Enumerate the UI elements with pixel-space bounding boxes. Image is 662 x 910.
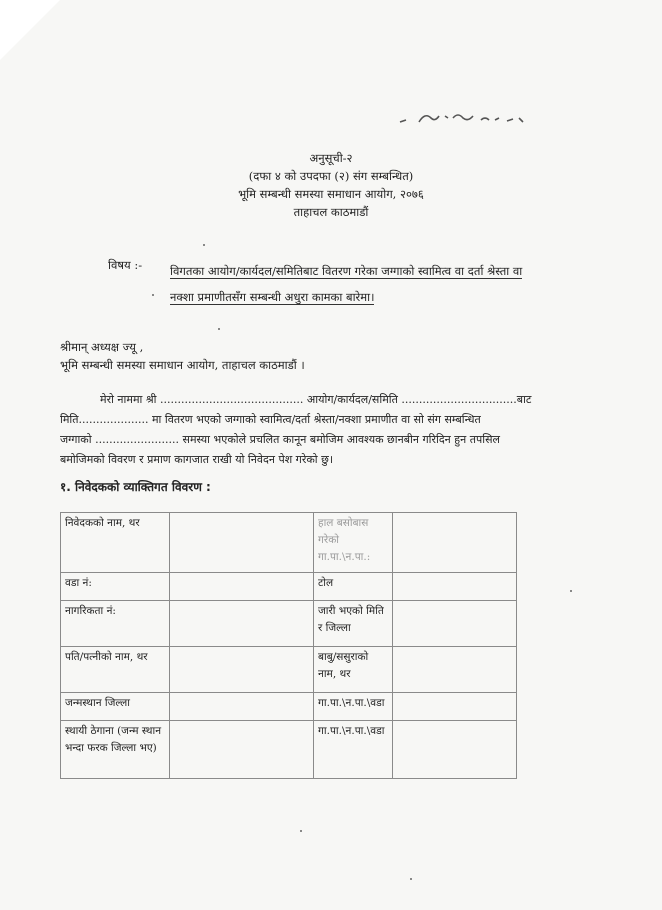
- label-cell: स्थायी ठेगाना (जन्म स्थान भन्दा फरक जिल्ला भए): [61, 721, 170, 779]
- body-line-1: मेरो नाममा श्री ......................................... आयोग/कार्यदल/समिति .................................बाट: [100, 393, 532, 406]
- commission-name: भूमि सम्बन्धी समस्या समाधान आयोग, २०७६: [238, 187, 424, 201]
- subject-label: विषय :-: [108, 258, 143, 272]
- label-cell: जन्मस्थान जिल्ला: [61, 693, 170, 721]
- speck-mark: [410, 878, 412, 880]
- value-cell[interactable]: [170, 693, 314, 721]
- value-cell[interactable]: [393, 721, 517, 779]
- value-cell[interactable]: [393, 513, 517, 573]
- value-cell[interactable]: [170, 721, 314, 779]
- subject-line-2: नक्शा प्रमाणीतसँग सम्बन्धी अधुरा कामका बारेमा।: [170, 290, 375, 304]
- page-fold-corner: [0, 0, 60, 60]
- label-cell: हाल बसोबास गरेको गा.पा.\न.पा.:: [314, 513, 393, 573]
- table-row: [61, 647, 517, 693]
- body-line-4: बमोजिमको विवरण र प्रमाण कागजात राखी यो निवेदन पेश गरेको छु।: [60, 453, 334, 466]
- table-row: [61, 721, 517, 779]
- body-line-2: मिति.................... मा वितरण भएको जग्गाको स्वामित्व/दर्ता श्रेस्ता/नक्शा प्रमाणीत वा सो संग सम्बन्धित: [60, 413, 481, 426]
- body-line-3: जग्गाको ........................ समस्या भएकोले प्रचलित कानून बमोजिम आवश्यक छानबीन गरिदिन हुन तपसिल: [60, 433, 500, 446]
- schedule-subtitle: (दफा ४ को उपदफा (२) संग सम्बन्धित): [248, 169, 414, 183]
- speck-mark: [152, 294, 154, 296]
- subject-line-1: विगतका आयोग/कार्यदल/समितिबाट वितरण गरेका जग्गाको स्वामित्व वा दर्ता श्रेस्ता वा: [170, 264, 523, 278]
- subject-text: [170, 258, 580, 310]
- table-row: [61, 693, 517, 721]
- label-cell: नागरिकता नं:: [61, 601, 170, 647]
- applicant-details-table: [60, 512, 517, 779]
- label-cell: बाबु/ससुराको नाम, थर: [314, 647, 393, 693]
- speck-mark: [203, 244, 205, 246]
- value-cell[interactable]: [393, 693, 517, 721]
- label-cell: गा.पा.\न.पा.\वडा: [314, 721, 393, 779]
- speck-mark: [218, 328, 220, 330]
- commission-location: ताहाचल काठमाडौं: [293, 205, 369, 219]
- value-cell[interactable]: [393, 647, 517, 693]
- label-cell: जारी भएको मिति र जिल्ला: [314, 601, 393, 647]
- label-cell: गा.पा.\न.पा.\वडा: [314, 693, 393, 721]
- table-row: [61, 601, 517, 647]
- label-cell: टोल: [314, 573, 393, 601]
- value-cell[interactable]: [170, 573, 314, 601]
- schedule-title: अनुसूची-२: [309, 151, 353, 165]
- table-row: [61, 573, 517, 601]
- value-cell[interactable]: [170, 513, 314, 573]
- value-cell[interactable]: [393, 601, 517, 647]
- section-title: १. निवेदकको व्याक्तिगत विवरण :: [60, 480, 211, 494]
- value-cell[interactable]: [393, 573, 517, 601]
- label-cell: वडा नं:: [61, 573, 170, 601]
- value-cell[interactable]: [170, 601, 314, 647]
- speck-mark: [570, 590, 572, 592]
- salutation: श्रीमान् अध्यक्ष ज्यू ,: [60, 340, 144, 354]
- value-cell[interactable]: [170, 647, 314, 693]
- addressee: भूमि सम्बन्धी समस्या समाधान आयोग, ताहाचल काठमाडौं ।: [60, 358, 305, 372]
- table-row: [61, 513, 517, 573]
- scribble-mark: [395, 108, 535, 128]
- label-cell: निवेदकको नाम, थर: [61, 513, 170, 573]
- speck-mark: [300, 830, 302, 832]
- label-cell: पति/पत्नीको नाम, थर: [61, 647, 170, 693]
